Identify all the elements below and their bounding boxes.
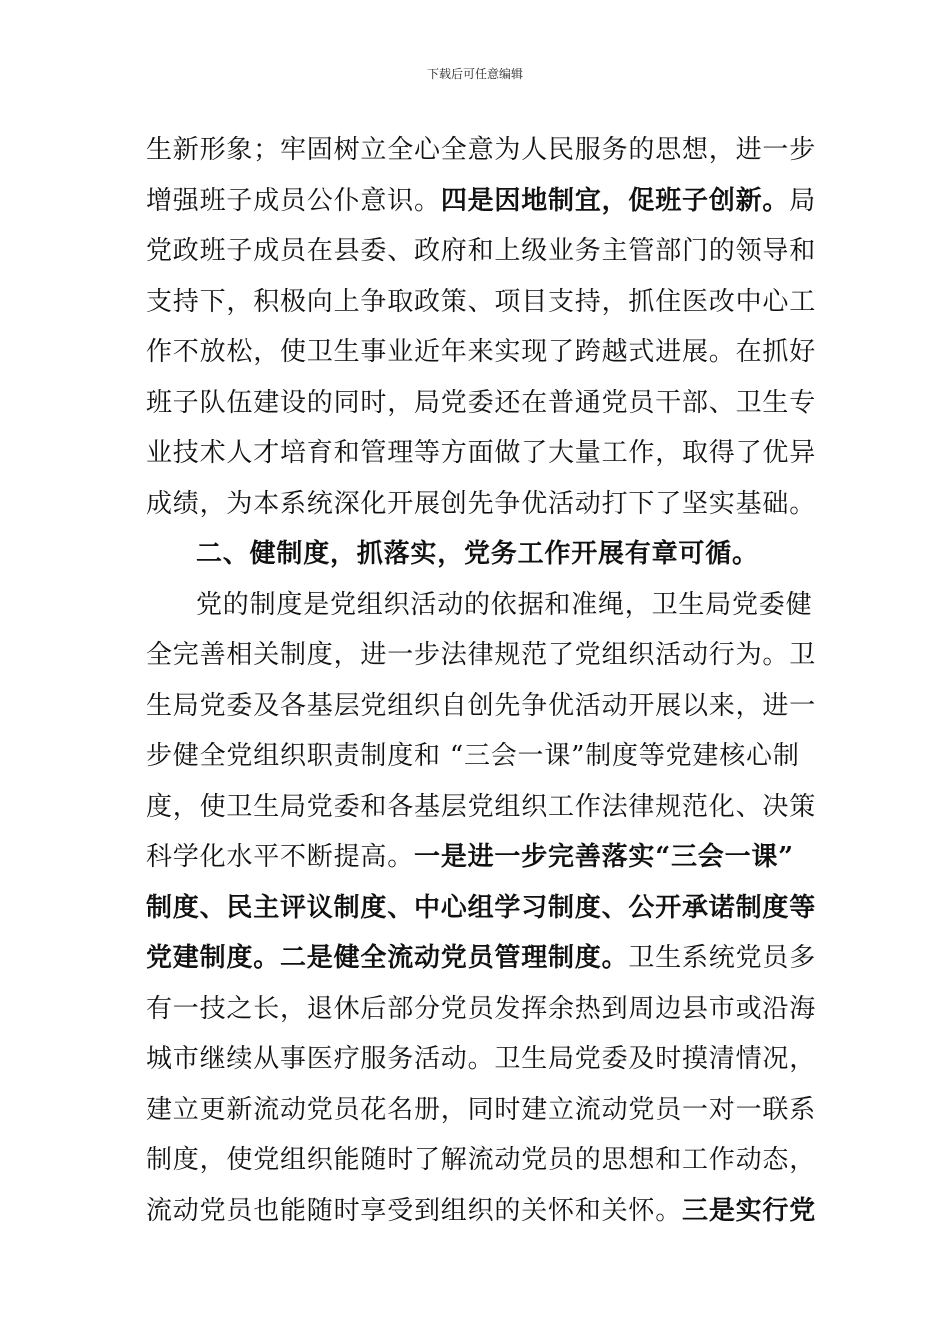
text-segment: 步健全党组织职责制度和 “三会一课”制度等党建核心制 xyxy=(146,741,800,771)
bold-text-segment: 二、健制度，抓落实，党务工作开展有章可循。 xyxy=(196,539,759,569)
text-line xyxy=(146,681,817,732)
text-segment: 生局党委及各基层党组织自创先争优活动开展以来，进一 xyxy=(146,690,817,721)
text-line xyxy=(146,580,813,631)
text-segment: 业技术人才培育和管理等方面做了大量工作，取得了优异 xyxy=(146,438,817,468)
text-line xyxy=(146,933,817,984)
text-segment: 局 xyxy=(789,185,817,216)
text-line xyxy=(146,731,800,782)
text-segment: 全完善相关制度，进一步法律规范了党组织活动行为。卫 xyxy=(146,640,817,670)
text-segment: 党政班子成员在县委、政府和上级业务主管部门的领导和 xyxy=(146,236,817,266)
text-segment: 建立更新流动党员花名册，同时建立流动党员一对一联系 xyxy=(146,1094,817,1125)
text-line xyxy=(146,529,786,580)
text-line xyxy=(146,327,817,378)
bold-text-segment: 四是因地制宜，促班子创新。 xyxy=(440,185,790,216)
text-segment: 科学化水平不断提高。 xyxy=(146,842,415,872)
text-segment: 党的制度是党组织活动的依据和准绳，卫生局党委健 xyxy=(196,589,813,620)
text-line xyxy=(146,984,817,1035)
text-segment: 城市继续从事医疗服务活动。卫生局党委及时摸清情况， xyxy=(146,1044,817,1074)
text-line xyxy=(146,1034,817,1085)
text-line xyxy=(146,428,817,479)
bold-text-segment: 制度、民主评议制度、中心组学习制度、公开承诺制度等 xyxy=(146,892,817,923)
text-line xyxy=(146,226,817,277)
text-line xyxy=(146,832,794,883)
text-segment: 制度，使党组织能随时了解流动党员的思想和工作动态， xyxy=(146,1145,817,1175)
text-segment: 班子队伍建设的同时，局党委还在普通党员干部、卫生专 xyxy=(146,387,817,418)
text-line xyxy=(146,630,817,681)
text-segment: 增强班子成员公仆意识。 xyxy=(146,185,441,216)
text-line xyxy=(146,277,817,328)
text-segment: 成绩，为本系统深化开展创先争优活动打下了坚实基础。 xyxy=(146,488,817,519)
bold-text-segment: 党建制度。二是健全流动党员管理制度。 xyxy=(146,943,629,973)
text-line xyxy=(146,1186,817,1237)
text-line xyxy=(146,378,817,429)
document-body xyxy=(146,125,817,1236)
text-segment: 流动党员也能随时享受到组织的关怀和关怀。 xyxy=(146,1195,683,1226)
text-segment: 有一技之长，退休后部分党员发挥余热到周边县市或沿海 xyxy=(146,993,817,1024)
text-segment: 支持下，积极向上争取政策、项目支持，抓住医改中心工 xyxy=(146,286,817,317)
text-line xyxy=(146,125,817,176)
text-line xyxy=(146,479,817,530)
text-line xyxy=(146,782,817,833)
page-header-note: 下载后可任意编辑 xyxy=(426,67,523,81)
text-segment: 作不放松，使卫生事业近年来实现了跨越式进展。在抓好 xyxy=(146,337,817,367)
bold-text-segment: 一是进一步完善落实“三会一课” xyxy=(414,842,794,872)
text-line xyxy=(146,1135,817,1186)
bold-text-segment: 三是实行党 xyxy=(682,1195,817,1226)
text-segment: 度，使卫生局党委和各基层党组织工作法律规范化、决策 xyxy=(146,791,817,822)
text-segment: 生新形象；牢固树立全心全意为人民服务的思想，进一步 xyxy=(146,135,817,165)
text-line xyxy=(146,176,817,227)
text-line xyxy=(146,1085,817,1136)
text-segment: 卫生系统党员多 xyxy=(628,943,817,973)
text-line xyxy=(146,883,817,934)
